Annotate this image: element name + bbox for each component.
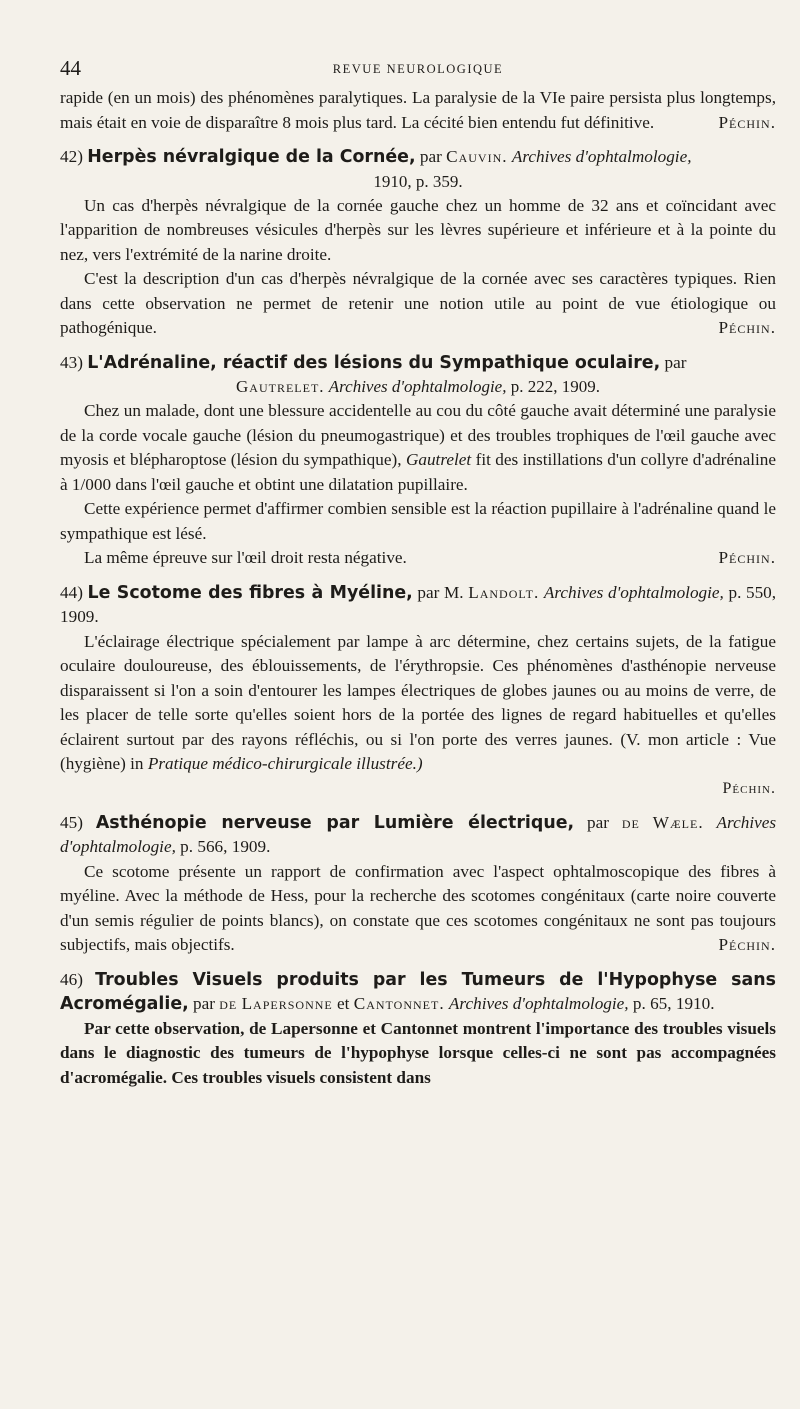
article-number: 45) [60, 812, 83, 832]
article-ref: 1910, p. 359. [373, 171, 463, 191]
article-paragraph [60, 546, 776, 571]
article-author: Wæle. [652, 812, 704, 832]
intro-paragraph [60, 86, 776, 135]
par-word: par [419, 147, 442, 166]
author-prefix: de [219, 994, 238, 1013]
page-number: 44 [60, 56, 81, 80]
article-title: L'Adrénaline, réactif des lésions du Sympathique oculaire, [87, 352, 661, 373]
article-paragraph [60, 860, 776, 958]
article-heading [60, 968, 776, 1017]
article-title: Le Scotome des fibres à Myéline, [87, 582, 413, 603]
author-prefix: M. [444, 582, 464, 602]
author-mention: Gautrelet [405, 450, 472, 469]
article-number: 42) [60, 147, 83, 166]
article-author: Gautrelet. [236, 377, 325, 396]
cited-work: Pratique médico-chirurgicale illustrée.) [147, 754, 423, 773]
article-heading [60, 811, 776, 860]
article-paragraph: Un cas d'herpès névralgique de la cornée gauche chez un homme de 32 ans et coïncidant avec l'apparition de nombreuses vésicules d'herpès sur les lèvres supérieure et inférieure et à la pointe du nez, vers l'extrémité de la narine droite. [60, 195, 776, 264]
article-ref: p. 566, 1909. [180, 837, 271, 856]
article-42 [60, 145, 776, 341]
article-43 [60, 351, 776, 571]
paragraph-text: fit des instillations d'un collyre d'adrénaline à 1/000 dans l'œil gauche et obtint une dilatation pupillaire. [60, 450, 777, 494]
article-byline [60, 375, 776, 399]
article-number: 46) [60, 969, 83, 989]
paragraph-text: Ce scotome présente un rapport de confirmation avec l'aspect ophtalmoscopique des fibres à myéline. Avec la méthode de Hess, pour la recherche des scotomes congénitaux (carte noire couverte d'un semis régulier de points blancs), on constate que ces scotomes congénitaux ne sont pas toujours subjectifs, mais objectifs. [60, 861, 776, 954]
article-ref: p. 65, 1910. [632, 994, 715, 1013]
article-paragraph: Par cette observation, de Lapersonne et Cantonnet montrent l'importance des troubles visuels dans le diagnostic des tumeurs de l'hypophyse lorsque celles-ci ne sont pas accompagnées d'acromégalie. Ces troubles visuels consistent dans [60, 1018, 776, 1087]
article-title: Herpès névralgique de la Cornée, [87, 147, 416, 167]
paragraph-text: La même épreuve sur l'œil droit resta négative. [84, 548, 407, 567]
and-word: et [337, 994, 350, 1013]
article-45 [60, 811, 776, 958]
article-journal: Archives d'ophtalmologie, [328, 377, 507, 396]
article-paragraph: Cette expérience permet d'affirmer combien sensible est la réaction pupillaire à l'adrénaline quand le sympathique est lésé. [60, 499, 776, 543]
article-paragraph [60, 630, 776, 777]
article-author: Cauvin. [446, 147, 508, 166]
running-title: REVUE NEUROLOGIQUE [332, 62, 504, 76]
article-ref: p. 550, 1909. [60, 582, 777, 626]
article-title: Asthénopie nerveuse par Lumière électrique, [95, 812, 575, 833]
article-journal: Archives d'ophtalmologie, [60, 812, 777, 856]
article-journal: Archives d'ophtalmologie, [448, 994, 629, 1013]
article-title: Troubles Visuels produits par les Tumeurs de l'Hypophyse sans Acromégalie, [60, 969, 776, 1014]
article-paragraph [60, 399, 776, 497]
intro-text: rapide (en un mois) des phénomènes paralytiques. La paralysie de la VIe paire persista plus longtemps, mais était en voie de disparaître 8 mois plus tard. La cécité bien entendu fut définitive. [60, 88, 776, 132]
signature: Péchin. [718, 112, 776, 132]
par-word: par [587, 812, 609, 832]
par-word: par [417, 582, 440, 602]
article-44 [60, 581, 776, 801]
page-header [60, 52, 776, 86]
paragraph-text: Chez un malade, dont une blessure accidentelle au cou du côté gauche avait déterminé une paralysie de la corde vocale gauche (lésion du pneumogastrique) et des troubles trophiques de l'œil gauche avec myosis et blépharoptose (lésion du sympathique), [60, 401, 776, 469]
article-paragraph [60, 267, 776, 341]
signature: Péchin. [718, 548, 776, 567]
signature: Péchin. [722, 779, 776, 797]
article-journal: Archives d'ophtalmologie, [511, 147, 692, 166]
article-46 [60, 968, 776, 1091]
article-heading [60, 145, 776, 170]
par-word: par [193, 994, 215, 1013]
article-number: 44) [60, 582, 83, 602]
par-word: par [664, 352, 687, 372]
article-ref: p. 222, 1909. [510, 377, 600, 396]
paragraph-text: L'éclairage électrique spécialement par lampe à arc détermine, chez certains sujets, de la fatigue oculaire douloureuse, des éblouissements, de l'érythropsie. Ces phénomènes d'asthénopie nerveuse disparaissent si l'on a soin d'entourer les lampes électriques de globes jaunes ou au moins de verre, de les placer de telle sorte qu'elles soient hors de la portée des lignes de regard habituelles et qu'elles éclairent surtout par des rayons réfléchis, ou si l'on porte des verres jaunes. (V. mon article : Vue (hygiène) in [60, 631, 776, 773]
article-author: Landolt. [468, 582, 540, 602]
author-prefix: de [621, 812, 640, 832]
signature: Péchin. [718, 318, 776, 337]
paragraph-text: C'est la description d'un cas d'herpès névralgique de la cornée avec ses caractères typiques. Rien dans cette observation ne permet de retenir une notion utile au point de vue étiologique ou pathogénique. [60, 269, 776, 337]
article-author-2: Cantonnet. [353, 994, 445, 1013]
article-number: 43) [60, 352, 83, 372]
article-journal: Archives d'ophtalmologie, [543, 582, 724, 602]
signature: Péchin. [718, 935, 776, 954]
page [60, 52, 776, 1090]
article-author: Lapersonne [241, 994, 333, 1013]
article-heading [60, 581, 776, 630]
article-heading [60, 351, 776, 376]
